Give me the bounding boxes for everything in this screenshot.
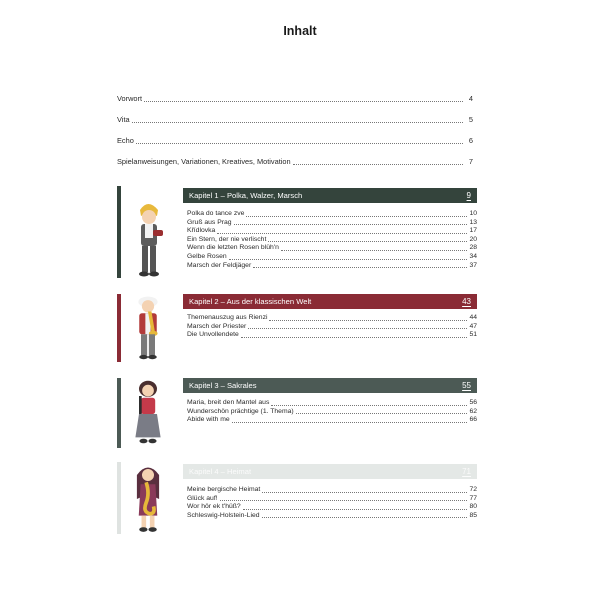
chapter-accent-bar: [117, 462, 121, 534]
saxophone-woman-icon: [126, 462, 170, 536]
toc-entry-page: 13: [469, 218, 477, 226]
clarinet-girl-icon: [126, 378, 170, 450]
toc-entry-label: Wor hör ek t'hüß?: [187, 503, 241, 511]
dot-leader: [136, 142, 463, 144]
chapter-heading[interactable]: [183, 464, 477, 479]
page-title: Inhalt: [283, 24, 317, 38]
toc-entry-vita[interactable]: [117, 115, 473, 125]
toc-entry-label: Marsch der Priester: [187, 322, 247, 330]
toc-entry-label: Schleswig-Holstein-Lied: [187, 511, 260, 519]
dot-leader: [253, 266, 467, 268]
dot-leader: [241, 336, 467, 338]
dot-leader: [281, 249, 467, 251]
dot-leader: [217, 232, 467, 234]
toc-entry-vorwort[interactable]: [117, 94, 473, 104]
toc-entry-page: 17: [469, 227, 477, 235]
toc-entry-label: Vita: [117, 115, 130, 124]
toc-entry-label: Ein Stern, der nie verlischt: [187, 235, 267, 243]
toc-entry-page: 7: [468, 157, 473, 166]
toc-entry-label: Glück auf!: [187, 494, 218, 502]
toc-entry[interactable]: [187, 416, 477, 425]
toc-entry-echo[interactable]: [117, 136, 473, 146]
dot-leader: [234, 223, 467, 225]
toc-entry-page: 5: [468, 115, 473, 124]
dot-leader: [271, 404, 467, 406]
toc-entry-page: 62: [469, 407, 477, 415]
toc-entry-label: Polka do tance zve: [187, 210, 245, 217]
chapter-entries: [187, 486, 477, 520]
toc-entry-page: 66: [469, 416, 477, 424]
toc-entry-label: Spielanweisungen, Variationen, Kreatives, Motivation: [117, 157, 291, 166]
toc-entry-page: 4: [468, 94, 473, 103]
toc-entry-label: Meine bergische Heimat: [187, 486, 261, 493]
chapter-page: 55: [462, 381, 471, 390]
toc-entry[interactable]: [187, 262, 477, 271]
front-matter-list: [117, 94, 473, 178]
dot-leader: [269, 319, 467, 321]
chapter-entries: [187, 314, 477, 340]
toc-entry[interactable]: [187, 408, 477, 417]
chapter-accent-bar: [117, 378, 121, 448]
toc-entry-label: Marsch der Feldjäger: [187, 261, 252, 269]
toc-entry-label: Wunderschön prächtige (1. Thema): [187, 407, 294, 415]
chapter-heading[interactable]: [183, 294, 477, 309]
dot-leader: [296, 412, 467, 414]
dot-leader: [246, 215, 467, 217]
chapter-page: 71: [462, 467, 471, 476]
toc-entry-label: Abide with me: [187, 416, 230, 424]
toc-entry-page: 80: [469, 503, 477, 511]
chapter-page: 9: [466, 191, 471, 200]
chapter-heading[interactable]: [183, 378, 477, 393]
toc-entry[interactable]: [187, 219, 477, 228]
toc-entry-label: Gelbe Rosen: [187, 252, 227, 260]
dot-leader: [229, 258, 467, 260]
toc-entry-page: 56: [469, 399, 477, 406]
chapter-title: Kapitel 1 – Polka, Walzer, Marsch: [189, 191, 303, 200]
toc-entry-label: Die Unvollendete: [187, 331, 239, 339]
toc-entry-page: 28: [469, 244, 477, 252]
dot-leader: [232, 421, 467, 423]
trumpet-player-icon: [126, 294, 170, 364]
chapter-accent-bar: [117, 186, 121, 278]
boy-musician-icon: [126, 200, 170, 280]
dot-leader: [293, 163, 463, 165]
toc-entry[interactable]: [187, 399, 477, 408]
toc-entry[interactable]: [187, 503, 477, 512]
toc-entry[interactable]: [187, 210, 477, 219]
toc-entry[interactable]: [187, 314, 477, 323]
chapter-4: [117, 462, 477, 534]
toc-entry-page: 20: [469, 235, 477, 243]
chapter-accent-bar: [117, 294, 121, 362]
toc-entry-label: Wenn die letzten Rosen blüh'n: [187, 244, 279, 252]
toc-entry-label: Themenauszug aus Rienzi: [187, 314, 268, 321]
chapter-title: Kapitel 2 – Aus der klassischen Welt: [189, 297, 312, 306]
dot-leader: [132, 121, 463, 123]
toc-entry-label: Vorwort: [117, 94, 143, 103]
toc-entry-page: 72: [469, 486, 477, 493]
toc-entry-label: Křídlovka: [187, 227, 216, 235]
dot-leader: [144, 100, 463, 102]
toc-entry[interactable]: [187, 227, 477, 236]
toc-entry-page: 6: [468, 136, 473, 145]
toc-entry[interactable]: [187, 244, 477, 253]
toc-entry-page: 51: [469, 331, 477, 339]
toc-entry-page: 37: [469, 261, 477, 269]
toc-entry[interactable]: [187, 495, 477, 504]
toc-entry[interactable]: [187, 512, 477, 521]
toc-entry-page: 10: [469, 210, 477, 217]
chapter-title: Kapitel 3 – Sakrales: [189, 381, 257, 390]
toc-entry-page: 34: [469, 252, 477, 260]
dot-leader: [243, 508, 467, 510]
toc-entry[interactable]: [187, 253, 477, 262]
chapter-1: [117, 186, 477, 278]
chapter-title: Kapitel 4 – Heimat: [189, 467, 252, 476]
dot-leader: [262, 491, 467, 493]
toc-entry[interactable]: [187, 331, 477, 340]
chapter-heading[interactable]: [183, 188, 477, 203]
dot-leader: [262, 516, 467, 518]
toc-entry[interactable]: [187, 323, 477, 332]
chapter-entries: [187, 210, 477, 270]
chapter-entries: [187, 399, 477, 425]
toc-entry-label: Maria, breit den Mantel aus: [187, 399, 270, 406]
toc-entry[interactable]: [187, 236, 477, 245]
toc-entry-label: Echo: [117, 136, 134, 145]
toc-entry-page: 47: [469, 322, 477, 330]
toc-entry-label: Gruß aus Prag: [187, 218, 232, 226]
toc-entry-page: 85: [469, 511, 477, 519]
toc-entry-page: 44: [469, 314, 477, 321]
dot-leader: [220, 499, 467, 501]
toc-entry-page: 77: [469, 494, 477, 502]
chapter-2: [117, 294, 477, 362]
toc-entry[interactable]: [187, 486, 477, 495]
chapter-3: [117, 378, 477, 448]
toc-entry-spielanweisungen[interactable]: [117, 157, 473, 167]
dot-leader: [248, 327, 467, 329]
dot-leader: [268, 240, 467, 242]
chapter-page: 43: [462, 297, 471, 306]
